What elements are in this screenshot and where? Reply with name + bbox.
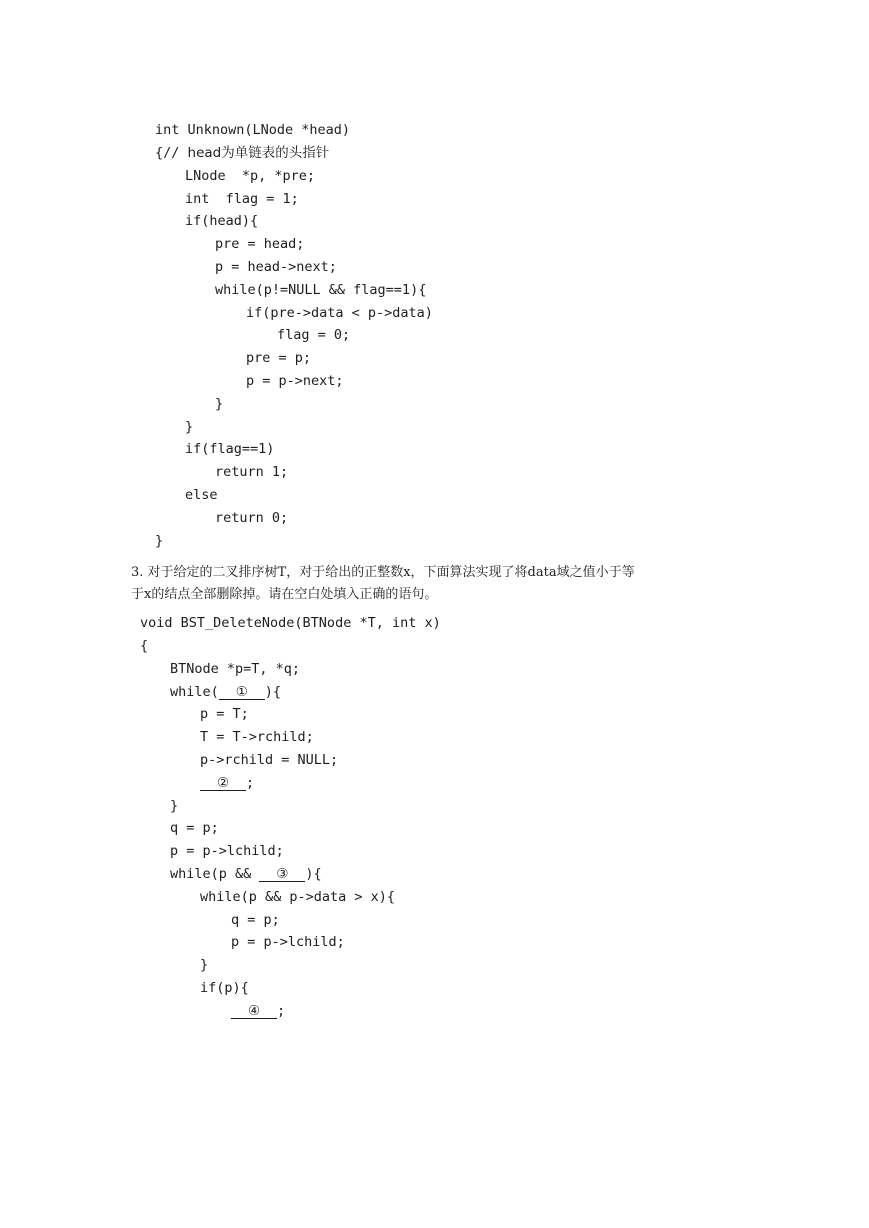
question-text: 3. 对于给定的二叉排序树T，对于给出的正整数x，下面算法实现了将data域之值小于等 [131,565,635,580]
code-line: q = p; [170,820,219,836]
code-line: } [200,957,209,973]
code-comment: head为单链表的头指针 [187,145,330,161]
code-line: if(p){ [200,980,249,996]
code-line [170,866,322,882]
code-line [170,684,281,700]
code-text: ; [246,775,255,791]
fill-blank-2: ② [200,776,246,791]
fill-blank-1: ① [219,685,265,700]
code-text: ){ [264,684,282,700]
code-line: p = p->next; [246,373,344,389]
question-text: 于x的结点全部删除掉。请在空白处填入正确的语句。 [131,587,438,602]
code-line [155,145,329,161]
code-line: if(pre->data < p->data) [246,305,433,321]
fill-blank-4: ④ [231,1004,277,1019]
fill-blank-3: ③ [259,867,305,882]
code-line: q = p; [231,912,280,928]
code-line: } [215,396,224,412]
code-line: while(p && p->data > x){ [200,889,396,905]
code-line [200,775,254,791]
code-text: while( [170,684,219,700]
code-line: while(p!=NULL && flag==1){ [215,282,427,298]
code-line: } [155,533,164,549]
code-line: if(flag==1) [185,441,275,457]
code-line: LNode *p, *pre; [185,168,316,184]
code-line: return 1; [215,464,289,480]
code-line: } [185,419,194,435]
code-line: p = p->lchild; [231,934,345,950]
code-line [231,1003,285,1019]
code-text: {// [155,145,188,161]
code-text: ; [277,1003,286,1019]
code-line: p = head->next; [215,259,337,275]
code-line: T = T->rchild; [200,729,314,745]
code-line: if(head){ [185,213,259,229]
code-line: return 0; [215,510,289,526]
code-line: void BST_DeleteNode(BTNode *T, int x) [140,615,441,631]
code-line: { [140,638,149,654]
code-line: } [170,798,179,814]
code-line: int Unknown(LNode *head) [155,122,351,138]
code-line: pre = p; [246,350,312,366]
code-text: while(p && [170,866,260,882]
code-line: int flag = 1; [185,191,299,207]
code-line: p = p->lchild; [170,843,284,859]
code-line: else [185,487,218,503]
code-line: p = T; [200,706,249,722]
code-text: ){ [305,866,322,882]
code-line: pre = head; [215,236,305,252]
code-line: p->rchild = NULL; [200,752,339,768]
code-line: BTNode *p=T, *q; [170,661,301,677]
code-line: flag = 0; [277,327,351,343]
